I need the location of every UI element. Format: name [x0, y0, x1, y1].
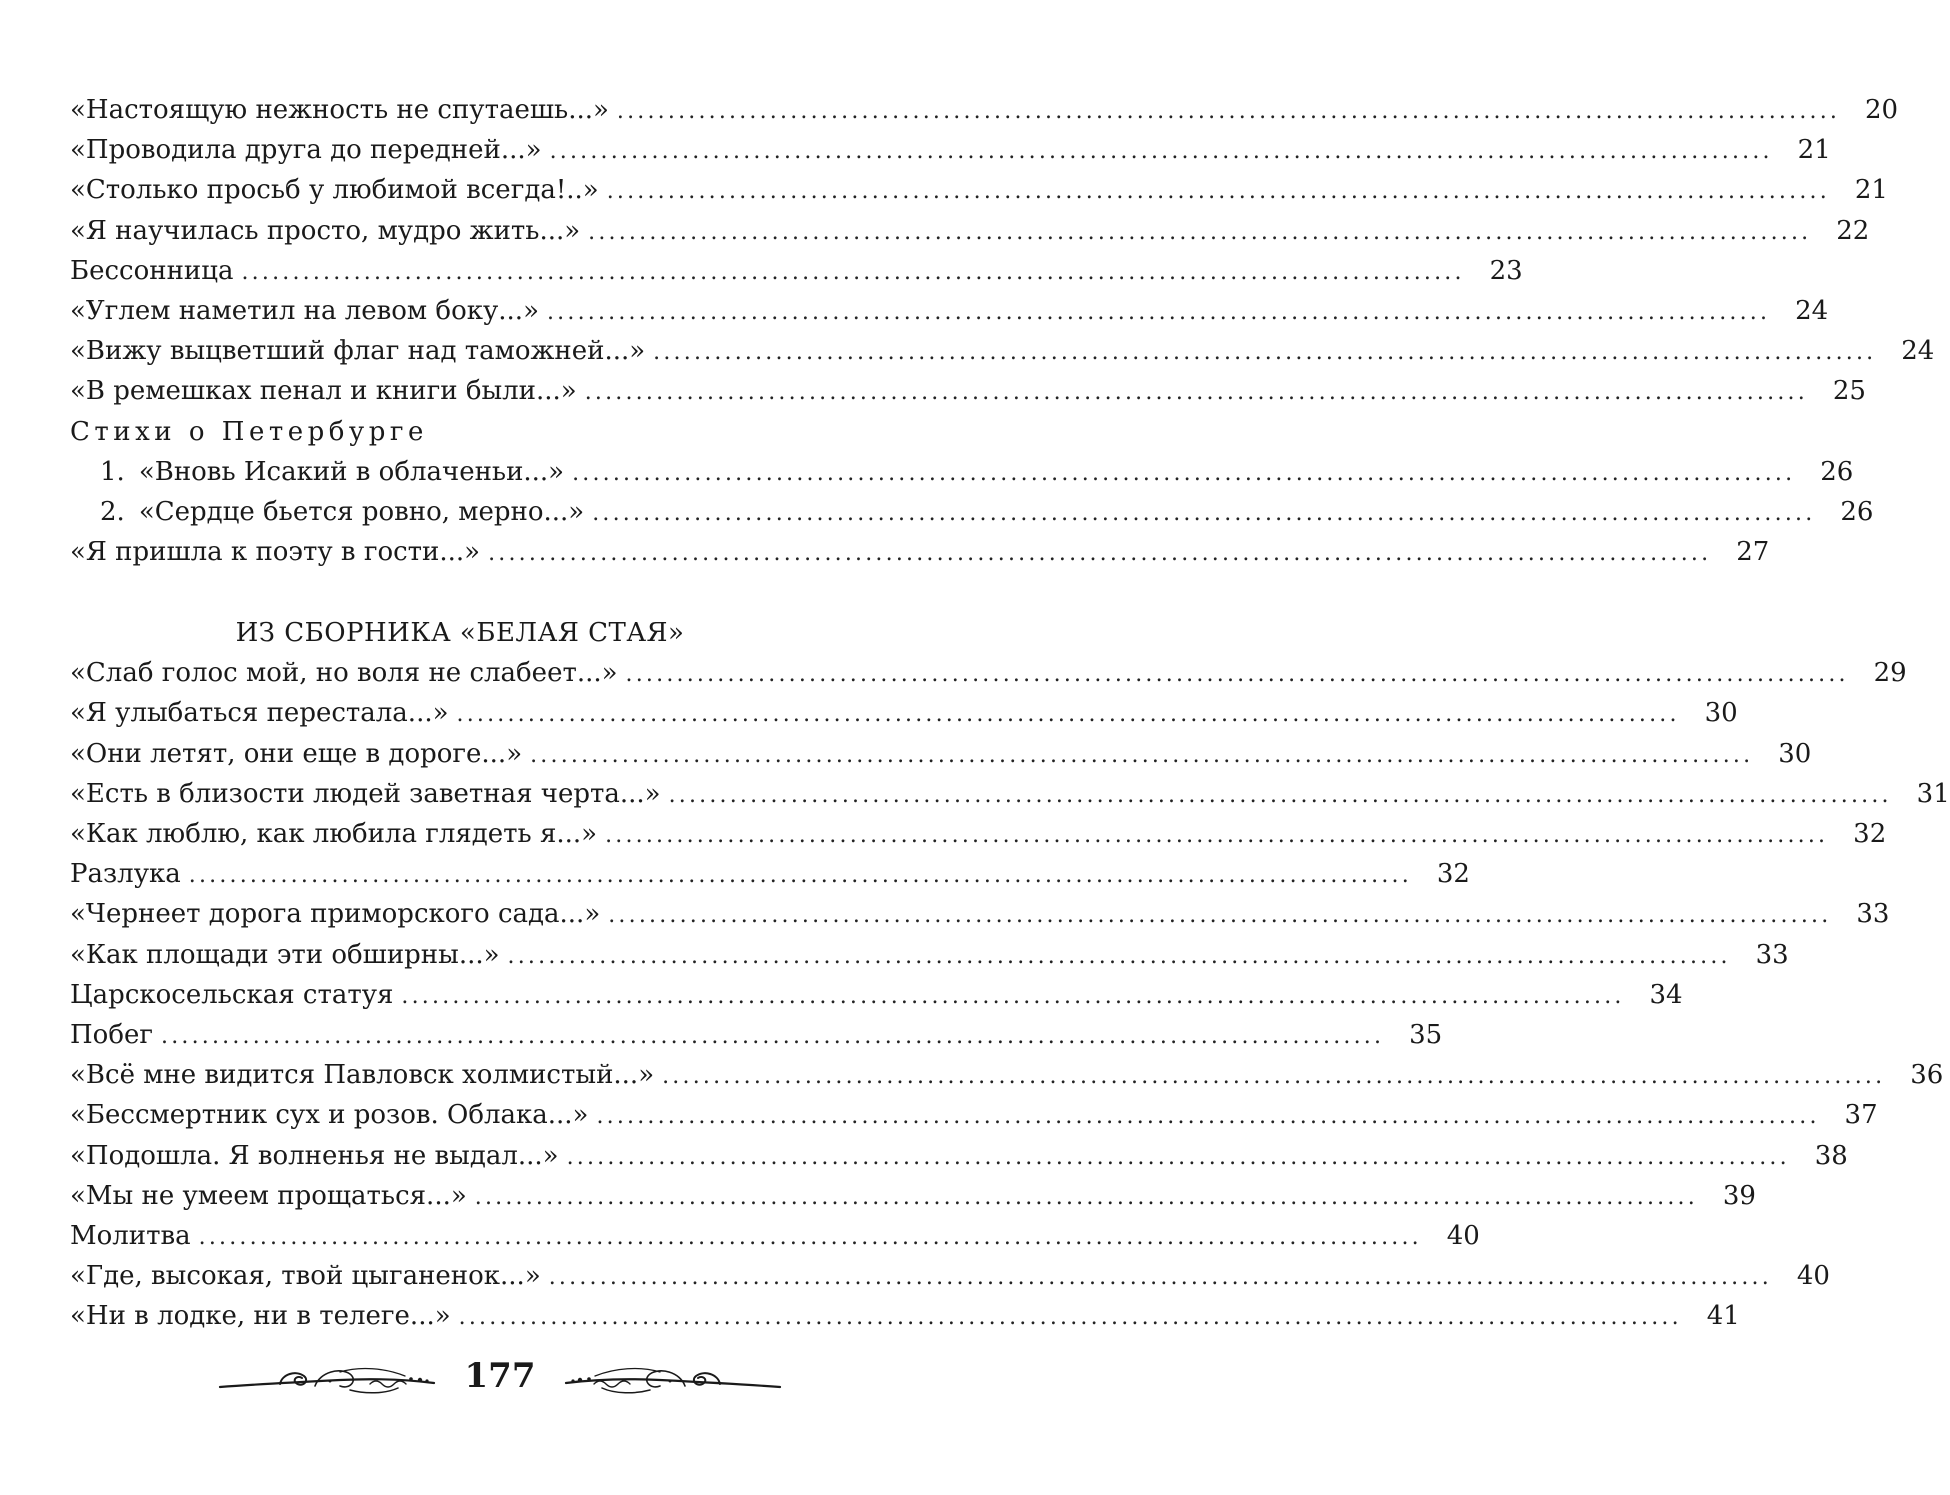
dot-leader: ........................................................................................................................	[566, 1144, 1790, 1170]
toc-entry	[70, 1176, 1756, 1216]
dot-leader: ........................................................................................................................	[507, 943, 1731, 969]
entry-title: «Я научилась просто, мудро жить...»	[70, 215, 581, 246]
entry-page: 27	[1736, 537, 1770, 568]
entry-title: «Чернеет дорога приморского сада...»	[70, 899, 601, 930]
entry-page: 35	[1409, 1019, 1443, 1050]
dot-leader: ........................................................................................................................	[549, 139, 1773, 165]
dot-leader: ........................................................................................................................	[572, 460, 1796, 486]
entry-page: 20	[1865, 95, 1899, 125]
entry-page: 24	[1901, 336, 1935, 367]
toc-entry	[70, 1015, 1443, 1055]
entry-title: «Проводила друга до передней...»	[70, 135, 542, 166]
entry-title-text: «Вновь Исакий в облаченьи...»	[138, 456, 565, 487]
entry-page: 39	[1722, 1180, 1756, 1211]
entry-page: 38	[1814, 1140, 1848, 1171]
entry-title: «Есть в близости людей заветная черта...»	[70, 778, 661, 809]
entry-title: Царскосельская статуя	[70, 979, 394, 1010]
toc-entry	[70, 492, 1874, 532]
entry-page: 41	[1706, 1301, 1740, 1332]
toc-group-2	[70, 653, 1950, 1336]
entry-title: «Настоящую нежность не спутаешь...»	[70, 95, 609, 125]
entry-title: «Слаб голос мой, но воля не слабеет...»	[70, 658, 618, 689]
dot-leader: ........................................................................................................................	[458, 1305, 1682, 1331]
dot-leader: ........................................................................................................................	[546, 299, 1771, 325]
toc-entry	[70, 371, 1866, 411]
entry-title: «Как люблю, как любила глядеть я...»	[70, 819, 598, 849]
entry-page: 24	[1795, 295, 1829, 326]
toc-entry	[70, 211, 1870, 251]
dot-leader: ........................................................................................................................	[198, 1224, 1422, 1250]
toc-entry	[70, 854, 1470, 894]
entry-title: «Мы не умеем прощаться...»	[70, 1180, 467, 1211]
section-heading: ИЗ СБОРНИКА «БЕЛАЯ СТАЯ»	[235, 618, 685, 649]
dot-leader: ........................................................................................................................	[456, 702, 1680, 728]
toc-entry	[70, 130, 1831, 170]
dot-leader: ........................................................................................................................	[584, 380, 1808, 406]
entry-page: 40	[1796, 1261, 1830, 1292]
entry-title-text: «Сердце бьется ровно, мерно...»	[138, 496, 585, 527]
entry-title: «Столько просьб у любимой всегда!..»	[70, 175, 599, 206]
entry-title: «Я улыбаться перестала...»	[70, 698, 449, 729]
entry-page: 26	[1820, 456, 1854, 487]
entry-title: Бессонница	[70, 255, 234, 286]
entry-title: «Вижу выцветший флаг над таможней...»	[70, 336, 646, 367]
dot-leader: ........................................................................................................................	[653, 340, 1877, 366]
toc-entry	[70, 774, 1950, 814]
entry-title	[100, 452, 564, 492]
entry-title: «Как площади эти обширны...»	[70, 939, 500, 970]
dot-leader: ........................................................................................................................	[616, 99, 1841, 124]
dot-leader: ........................................................................................................................	[161, 1023, 1385, 1049]
entry-page: 26	[1840, 496, 1874, 527]
entry-page: 34	[1649, 979, 1683, 1010]
toc-entry	[70, 291, 1829, 331]
cycle-title: Стихи о Петербурге	[70, 416, 428, 447]
entry-number: 1.	[100, 456, 125, 487]
dot-leader: ........................................................................................................................	[608, 903, 1832, 929]
entry-page: 37	[1844, 1100, 1878, 1131]
toc-entry	[70, 452, 1854, 492]
dot-leader: ........................................................................................................................	[596, 1104, 1820, 1130]
dot-leader: ........................................................................................................................	[188, 863, 1412, 889]
entry-page: 21	[1797, 135, 1831, 166]
entry-page: 29	[1873, 658, 1907, 689]
entry-title: «Я пришла к поэту в гости...»	[70, 537, 481, 568]
toc-entry	[70, 935, 1789, 975]
entry-page: 22	[1836, 215, 1870, 246]
dot-leader: ........................................................................................................................	[625, 662, 1849, 688]
entry-page: 31	[1916, 778, 1950, 809]
entry-page: 23	[1489, 255, 1523, 286]
dot-leader: ........................................................................................................................	[530, 742, 1754, 768]
dot-leader: ........................................................................................................................	[588, 219, 1812, 245]
entry-page: 32	[1436, 859, 1470, 890]
entry-page: 40	[1446, 1220, 1480, 1251]
toc-entry	[70, 814, 1887, 854]
toc-entry	[70, 1055, 1944, 1095]
entry-title: «Бессмертник сух и розов. Облака...»	[70, 1100, 589, 1131]
dot-leader: ........................................................................................................................	[241, 259, 1465, 285]
entry-page: 25	[1832, 376, 1866, 407]
entry-page: 33	[1856, 899, 1890, 930]
toc-entry	[70, 251, 1523, 291]
entry-title	[100, 492, 584, 532]
toc-entry	[70, 693, 1738, 733]
toc-entry	[70, 975, 1683, 1015]
toc-entry	[70, 1095, 1878, 1135]
entry-title: «В ремешках пенал и книги были...»	[70, 376, 577, 407]
table-of-contents	[70, 90, 1950, 1336]
entry-page: 30	[1704, 698, 1738, 729]
dot-leader: ........................................................................................................................	[605, 823, 1829, 848]
entry-page: 33	[1755, 939, 1789, 970]
toc-entry	[70, 331, 1935, 371]
entry-page: 30	[1778, 738, 1812, 769]
entry-title: «Они летят, они еще в дороге...»	[70, 738, 523, 769]
entry-title: Разлука	[70, 859, 181, 890]
dot-leader: ........................................................................................................................	[592, 500, 1816, 526]
toc-entry	[70, 170, 1888, 210]
dot-leader: ........................................................................................................................	[401, 983, 1625, 1009]
page-number: 177	[464, 1356, 536, 1396]
toc-entry	[70, 90, 1899, 130]
dot-leader: ........................................................................................................................	[548, 1265, 1772, 1291]
entry-title: «Всё мне видится Павловск холмистый...»	[70, 1060, 655, 1091]
dot-leader: ........................................................................................................................	[606, 179, 1830, 205]
entry-page: 32	[1853, 819, 1887, 849]
entry-page: 21	[1854, 175, 1888, 206]
entry-title: «Где, высокая, твой цыганенок...»	[70, 1261, 541, 1292]
toc-entry	[70, 734, 1812, 774]
toc-entry	[70, 1296, 1740, 1336]
entry-title: «Ни в лодке, ни в телеге...»	[70, 1301, 451, 1332]
toc-entry	[70, 1136, 1848, 1176]
entry-title: «Углем наметил на левом боку...»	[70, 295, 539, 326]
page-footer	[220, 1350, 780, 1410]
entry-page: 36	[1910, 1060, 1944, 1091]
toc-entry	[70, 653, 1907, 693]
toc-entry	[70, 532, 1770, 572]
toc-entry	[70, 894, 1890, 934]
toc-entry	[70, 1256, 1830, 1296]
entry-title: «Подошла. Я волненья не выдал...»	[70, 1140, 559, 1171]
entry-title: Побег	[70, 1019, 153, 1050]
dot-leader: ........................................................................................................................	[662, 1064, 1886, 1090]
dot-leader: ........................................................................................................................	[474, 1184, 1698, 1210]
toc-entry	[70, 1216, 1480, 1256]
entry-title: Молитва	[70, 1220, 191, 1251]
entry-number: 2.	[100, 496, 125, 527]
toc-group-1	[70, 90, 1935, 412]
dot-leader: ........................................................................................................................	[668, 782, 1892, 808]
dot-leader: ........................................................................................................................	[488, 541, 1712, 567]
